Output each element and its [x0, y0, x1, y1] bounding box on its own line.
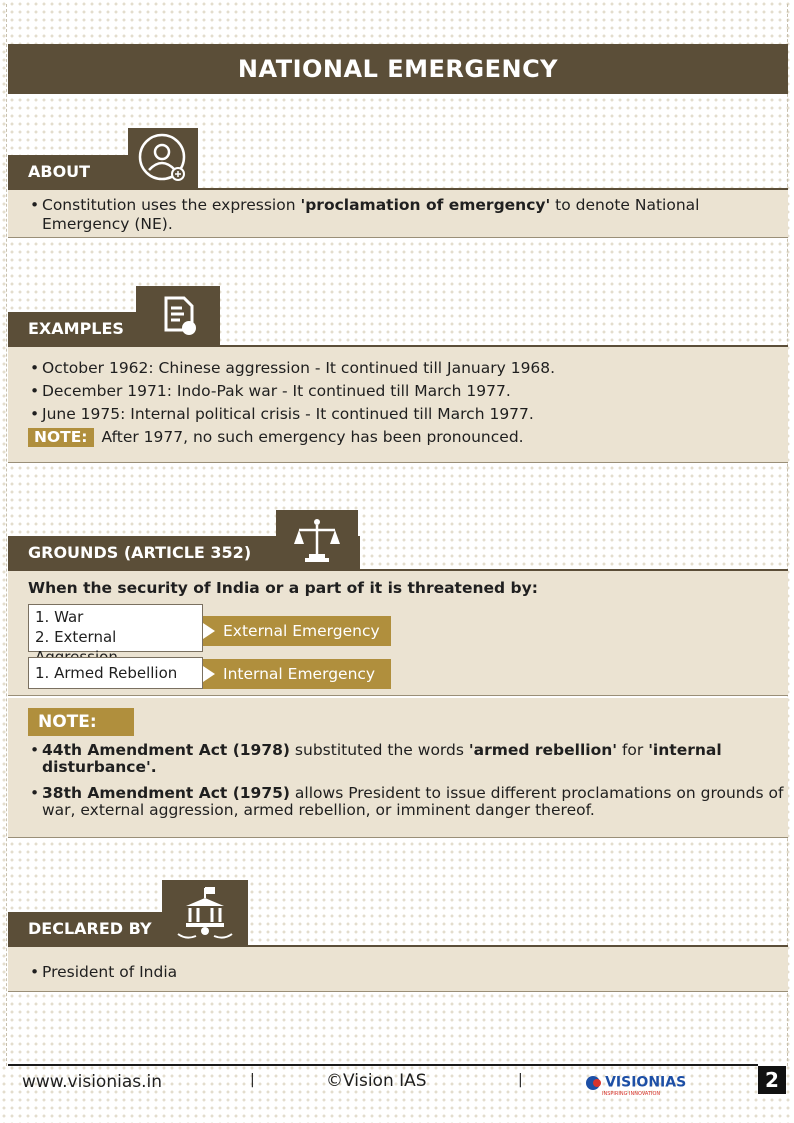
about-panel	[8, 188, 788, 238]
external-causes-box	[28, 604, 203, 652]
grounds-panel	[8, 569, 788, 696]
list-item: • 38th Amendment Act (1975) allows President to issue different proclamations on grounds of war, external aggression, armed rebellion, or imminent danger thereof.	[8, 785, 788, 819]
list-item: • October 1962: Chinese aggression - It continued till January 1968.	[8, 359, 788, 378]
page-title: NATIONAL EMERGENCY	[8, 44, 788, 94]
grounds-heading: GROUNDS (ARTICLE 352)	[8, 536, 360, 570]
grounds-note-panel	[8, 698, 788, 838]
list-item: 1. War	[35, 608, 84, 626]
list-item: • Constitution uses the expression 'proclamation of emergency' to denote National Emergency (NE).	[8, 196, 788, 234]
external-emergency-label: External Emergency	[203, 616, 391, 646]
page-number: 2	[758, 1066, 786, 1094]
declared-panel	[8, 945, 788, 992]
note-text: After 1977, no such emergency has been pronounced.	[101, 428, 524, 446]
brand-logo	[586, 1072, 686, 1097]
list-item: 1. Armed Rebellion	[35, 664, 178, 682]
footer-separator: |	[518, 1072, 523, 1088]
list-item: 2. External	[35, 628, 117, 646]
scales-icon	[276, 510, 358, 570]
internal-emergency-label: Internal Emergency	[203, 659, 391, 689]
note-badge: NOTE:	[28, 428, 94, 447]
internal-causes-box	[28, 657, 203, 689]
brand-name: VISIONIAS	[605, 1074, 687, 1091]
about-heading: ABOUT	[8, 155, 198, 189]
examples-heading: EXAMPLES	[8, 312, 220, 346]
examples-panel	[8, 345, 788, 463]
list-item: • June 1975: Internal political crisis - It continued till March 1977.	[8, 405, 788, 424]
footer-divider	[8, 1064, 758, 1066]
grounds-lead: When the security of India or a part of it is threatened by:	[28, 579, 538, 597]
note-badge: NOTE:	[28, 708, 134, 736]
user-search-icon	[128, 128, 198, 188]
declared-heading: DECLARED BY	[8, 912, 248, 946]
brand-tagline: INSPIRING INNOVATION	[602, 1091, 661, 1097]
document-icon	[136, 286, 220, 346]
footer-website[interactable]: www.visionias.in	[22, 1072, 162, 1092]
footer-separator: |	[250, 1072, 255, 1088]
examples-note	[8, 428, 788, 447]
logo-mark-icon	[586, 1076, 600, 1090]
footer-copyright: ©Vision IAS	[326, 1071, 427, 1091]
parliament-icon	[162, 880, 248, 946]
list-item: • 44th Amendment Act (1978) substituted the words 'armed rebellion' for 'internal disturbance'.	[8, 742, 788, 776]
list-item: • December 1971: Indo-Pak war - It continued till March 1977.	[8, 382, 788, 401]
list-item: • President of India	[8, 963, 788, 982]
